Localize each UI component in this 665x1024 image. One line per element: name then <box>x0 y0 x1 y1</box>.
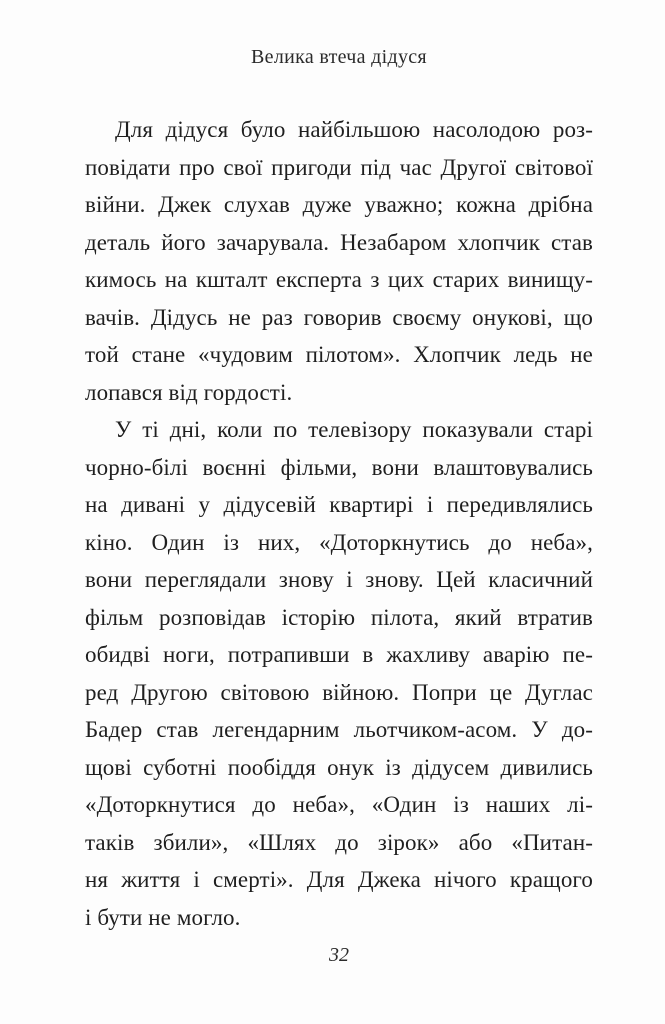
text-line: У ті дні, коли по телевізору показували старі <box>115 417 593 442</box>
text-line: фільм розповідав історію пілота, який втратив <box>85 604 593 630</box>
text-line: щові суботні пообіддя онук із дідусем дивились <box>85 754 593 780</box>
running-head: Велика втеча дідуся <box>251 46 427 68</box>
text-line: Бадер став легендарним льотчиком-асом. У до- <box>85 717 593 742</box>
text-line: повідати про свої пригоди під час Другої світової <box>85 154 593 180</box>
text-line: деталь його зачарувала. Незабаром хлопчик став <box>85 229 593 255</box>
text-line: таків збили», «Шлях до зірок» або «Питан- <box>85 829 593 855</box>
text-line: «Доторкнутися до неба», «Один із наших лі- <box>85 792 593 817</box>
text-line: війни. Джек слухав дуже уважно; кожна дрібна <box>85 192 593 217</box>
text-line: обидві ноги, потрапивши в жахливу аварію пе- <box>85 642 593 667</box>
text-line: кіно. Один із них, «Доторкнутись до неба», <box>85 529 593 555</box>
text-line: той стане «чудовим пілотом». Хлопчик ледь не <box>85 342 593 367</box>
text-line: ред Другою світовою війною. Попри це Дуглас <box>85 679 593 705</box>
text-line: вони переглядали знову і знову. Цей класичний <box>85 567 593 592</box>
text-line: кимось на кшталт експерта з цих старих винищу- <box>85 267 593 292</box>
text-line: на дивані у дідусевій квартирі і передивлялись <box>85 492 593 517</box>
page-number: 32 <box>329 944 349 966</box>
text-line: чорно-білі воєнні фільми, вони влаштовувались <box>85 454 593 480</box>
text-line: Для дідуся було найбільшою насолодою роз- <box>115 117 593 142</box>
text-line: лопався від гордості. <box>85 379 293 405</box>
body-text <box>85 111 593 936</box>
text-line: вачів. Дідусь не раз говорив своєму онукові, що <box>85 304 593 330</box>
text-line: ня життя і смерті». Для Джека нічого кращого <box>85 867 593 892</box>
text-line: і бути не могло. <box>85 904 241 930</box>
